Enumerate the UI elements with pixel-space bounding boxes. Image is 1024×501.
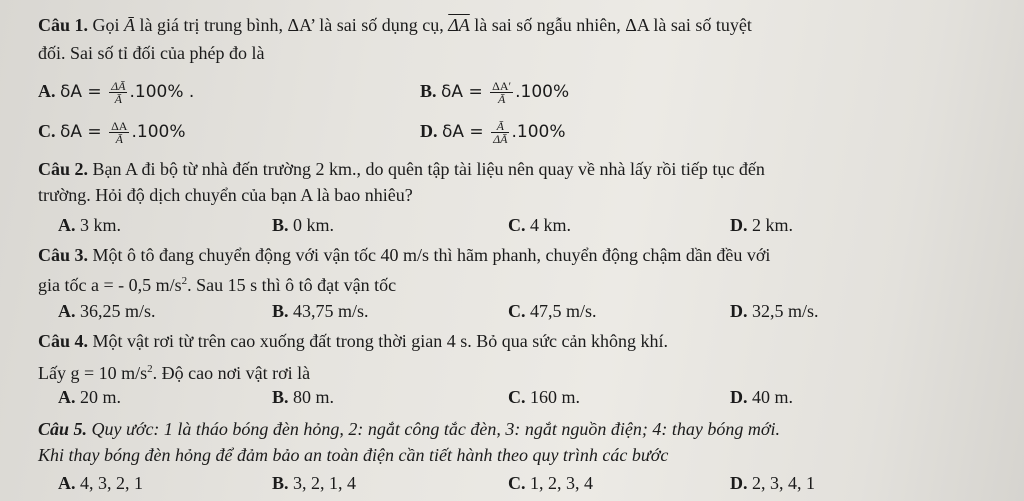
q1-option-c-num: ΔA	[111, 119, 128, 134]
q1-option-b-lhs: δA =	[441, 82, 489, 102]
q5-option-a-text: 4, 3, 2, 1	[75, 473, 143, 493]
q3-option-d-label: D.	[730, 301, 748, 321]
q2-option-b[interactable]	[272, 214, 334, 236]
q4-text2sup: 2	[147, 363, 153, 375]
q1-option-b-den: Ā	[497, 92, 506, 107]
q5-line2: Khi thay bóng đèn hỏng để đảm bảo an toàn điện cần tiết hành theo quy trình các bước	[38, 445, 669, 465]
q5-option-d[interactable]	[730, 472, 815, 494]
q1-option-a-tail: .100% .	[129, 82, 195, 102]
q4-option-a[interactable]	[58, 386, 121, 408]
q5-option-a[interactable]	[58, 472, 143, 494]
q1-option-b-num: ΔA′	[492, 79, 512, 94]
q1-line1	[38, 14, 752, 36]
q1-option-b-fraction	[490, 80, 513, 105]
q3-text2a: gia tốc a = - 0,5 m/s	[38, 275, 182, 295]
q3-option-a[interactable]	[58, 300, 156, 322]
q5-option-b-label: B.	[272, 473, 289, 493]
q3-text1: Một ô tô đang chuyển động với vận tốc 40 m/s thì hãm phanh, chuyển động chậm dần đều với	[88, 245, 771, 265]
q1-option-c-lhs: δA =	[60, 122, 108, 142]
q3-option-c-label: C.	[508, 301, 526, 321]
q1-option-d-lhs: δA =	[442, 122, 490, 142]
q4-option-c[interactable]	[508, 386, 580, 408]
q3-option-c-text: 47,5 m/s.	[525, 301, 597, 321]
q1-text3: là sai số ngẫu nhiên, ΔA là sai số tuyệt	[469, 15, 752, 35]
q1-option-d-label: D.	[420, 121, 438, 141]
q4-option-c-text: 160 m.	[525, 387, 581, 407]
q2-option-a-text: 3 km.	[75, 215, 122, 235]
q4-text1: Một vật rơi từ trên cao xuống đất trong thời gian 4 s. Bỏ qua sức cản không khí.	[88, 331, 668, 351]
q2-option-c-text: 4 km.	[525, 215, 572, 235]
q1-option-a-lhs: δA =	[60, 82, 108, 102]
q3-text2sup: 2	[181, 275, 188, 287]
q1-option-d-tail: .100%	[511, 122, 566, 142]
q1-abar: Ā	[124, 15, 136, 35]
q2-option-d[interactable]	[730, 214, 793, 236]
q5-option-d-text: 2, 3, 4, 1	[747, 473, 815, 493]
q4-option-d[interactable]	[730, 386, 793, 408]
q3-option-a-label: A.	[58, 301, 76, 321]
q2-option-b-text: 0 km.	[288, 215, 335, 235]
q1-option-c-label: C.	[38, 121, 56, 141]
q2-line2: trường. Hỏi độ dịch chuyển của bạn A là bao nhiêu?	[38, 185, 413, 205]
q1-option-d-num: Ā	[491, 120, 509, 133]
q1-option-d-fraction	[491, 120, 509, 145]
q1-line2: đối. Sai số tỉ đối của phép đo là	[38, 43, 265, 63]
q1-option-b-tail: .100%	[515, 82, 570, 102]
q2-option-d-text: 2 km.	[747, 215, 794, 235]
q2-option-c-label: C.	[508, 215, 526, 235]
q5-line1	[38, 418, 780, 440]
q1-option-a-label: A.	[38, 81, 56, 101]
q1-option-d[interactable]	[420, 120, 565, 145]
q5-option-c[interactable]	[508, 472, 593, 494]
q5-label: Câu 5.	[38, 419, 88, 439]
q1-text1: Gọi	[88, 15, 125, 35]
q5-option-c-text: 1, 2, 3, 4	[525, 473, 593, 493]
q1-option-d-den: ΔĀ	[493, 132, 508, 147]
q4-label: Câu 4.	[38, 331, 89, 351]
q1-label: Câu 1.	[38, 15, 89, 35]
q2-option-b-label: B.	[272, 215, 289, 235]
q5-option-a-label: A.	[58, 473, 76, 493]
q1-option-b[interactable]	[420, 80, 569, 105]
q4-option-d-text: 40 m.	[747, 387, 794, 407]
q3-option-b-label: B.	[272, 301, 289, 321]
q2-line1	[38, 158, 765, 180]
q3-option-c[interactable]	[508, 300, 597, 322]
q1-option-c[interactable]	[38, 120, 186, 145]
q4-option-a-label: A.	[58, 387, 76, 407]
q2-text1: Bạn A đi bộ từ nhà đến trường 2 km., do quên tập tài liệu nên quay về nhà lấy rồi tiếp tục đến	[88, 159, 765, 179]
q4-text2a: Lấy g = 10 m/s	[38, 363, 148, 383]
q1-option-c-fraction	[109, 120, 129, 145]
q1-option-c-den: Ā	[115, 132, 123, 147]
q2-option-d-label: D.	[730, 215, 748, 235]
q3-label: Câu 3.	[38, 245, 89, 265]
q3-line1	[38, 244, 770, 266]
q3-text2b: . Sau 15 s thì ô tô đạt vận tốc	[187, 275, 397, 295]
q4-option-d-label: D.	[730, 387, 748, 407]
q4-option-b-text: 80 m.	[288, 387, 335, 407]
q4-text2b: . Độ cao nơi vật rơi là	[152, 363, 311, 383]
q4-option-b[interactable]	[272, 386, 334, 408]
q3-option-b[interactable]	[272, 300, 369, 322]
q1-option-b-label: B.	[420, 81, 437, 101]
q1-option-c-tail: .100%	[131, 122, 186, 142]
q5-option-b-text: 3, 2, 1, 4	[288, 473, 357, 493]
q4-line2	[38, 358, 310, 384]
q4-option-c-label: C.	[508, 387, 526, 407]
q5-option-c-label: C.	[508, 473, 526, 493]
q2-option-c[interactable]	[508, 214, 571, 236]
q2-label: Câu 2.	[38, 159, 89, 179]
q5-option-b[interactable]	[272, 472, 356, 494]
q1-random-error: $\overline{\Delta A}$	[448, 15, 470, 35]
q5-text1: Quy ước: 1 là tháo bóng đèn hỏng, 2: ngắt công tắc đèn, 3: ngắt nguồn điện; 4: thay bóng mới.	[87, 419, 780, 439]
q4-line1	[38, 330, 668, 352]
q4-option-a-text: 20 m.	[75, 387, 122, 407]
q1-option-a-fraction	[109, 80, 127, 105]
q3-option-a-text: 36,25 m/s.	[75, 301, 156, 321]
q2-option-a[interactable]	[58, 214, 121, 236]
q1-option-a-den: Ā	[114, 92, 122, 107]
q3-line2	[38, 270, 396, 296]
q1-option-a-num: ΔĀ	[111, 79, 126, 94]
q1-text2: là giá trị trung bình, ΔA’ là sai số dụng cụ,	[135, 15, 449, 35]
q2-option-a-label: A.	[58, 215, 76, 235]
q4-option-b-label: B.	[272, 387, 289, 407]
q1-option-a[interactable]	[38, 80, 194, 105]
q5-option-d-label: D.	[730, 473, 748, 493]
q3-option-d[interactable]	[730, 300, 819, 322]
q3-option-b-text: 43,75 m/s.	[288, 301, 369, 321]
q3-option-d-text: 32,5 m/s.	[747, 301, 819, 321]
